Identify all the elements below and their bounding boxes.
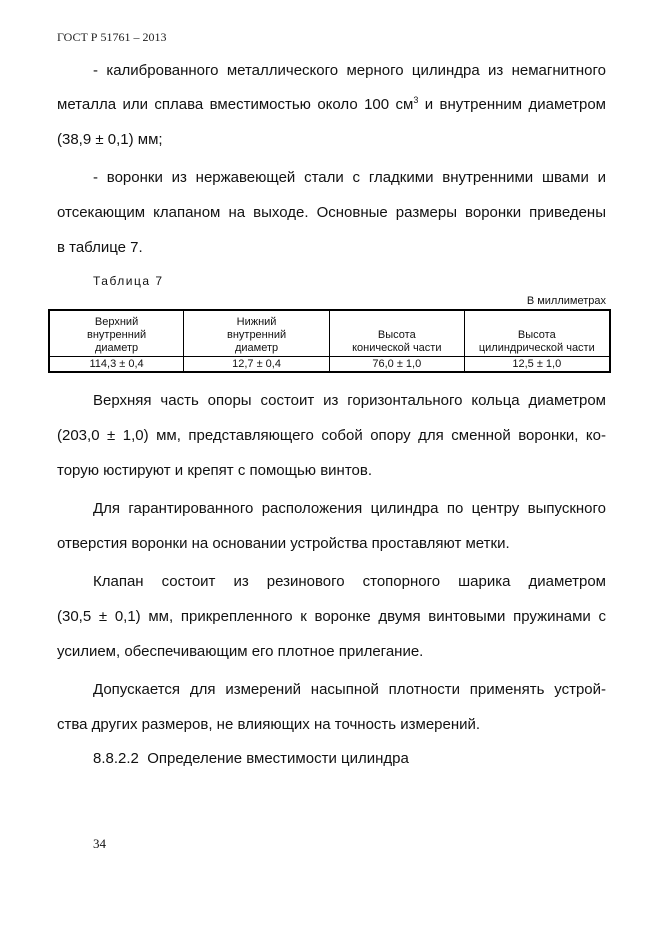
paragraph-line: в таблице 7. [57,239,143,256]
header-line: Высота [517,329,556,341]
document-header: ГОСТ Р 51761 – 2013 [57,30,167,44]
paragraph-line: (30,5 ± 0,1) мм, прикрепленного к воронке двумя винтовыми пружинами с [57,608,606,625]
header-line: цилиндрической части [478,342,595,354]
paragraph-line: ства других размеров, не влияющих на точность измерений. [57,716,481,733]
header-line: Высота [377,329,416,341]
table-caption: Таблица 7 [93,274,164,288]
header-line: диаметр [234,342,279,354]
header-line: Верхний [94,316,139,328]
column-header [49,310,184,357]
header-line: внутренний [226,329,287,341]
text-fragment: и внутренним диаметром [418,96,606,113]
header-line: диаметр [94,342,139,354]
header-line: Нижний [236,316,277,328]
table-cell: 12,5 ± 1,0 [464,357,610,373]
paragraph-line: Клапан состоит из резинового стопорного шарика диаметром [93,573,606,590]
paragraph-line: отверстия воронки на основании устройства проставляют метки. [57,535,510,552]
dimensions-table [48,309,611,373]
paragraph-line: Для гарантированного расположения цилиндра по центру выпускного [93,500,606,517]
section-heading: 8.8.2.2 Определение вместимости цилиндра [93,750,409,767]
table-cell: 12,7 ± 0,4 [184,357,330,373]
paragraph-line: - воронки из нержавеющей стали с гладкими внутренними швами и [93,169,606,186]
paragraph-line: (203,0 ± 1,0) мм, представляющего собой опору для сменной воронки, ко- [57,427,606,444]
column-header [184,310,330,357]
table-units: В миллиметрах [526,295,606,307]
header-line: внутренний [86,329,147,341]
paragraph-line: Верхняя часть опоры состоит из горизонтального кольца диаметром [93,392,606,409]
column-header [464,310,610,357]
paragraph-line: - калиброванного металлического мерного цилиндра из немагнитного [93,62,606,79]
header-line: конической части [352,342,442,354]
column-header [329,310,464,357]
superscript: 3 [413,95,419,105]
paragraph-line: отсекающим клапаном на выходе. Основные размеры воронки приведены [57,204,606,221]
paragraph-line: торую юстируют и крепят с помощью винтов. [57,462,373,479]
paragraph-line: усилием, обеспечивающим его плотное прилегание. [57,643,424,660]
paragraph-line: Допускается для измерений насыпной плотности применять устрой- [93,681,606,698]
paragraph-line [57,96,606,114]
paragraph-line: (38,9 ± 0,1) мм; [57,131,163,148]
table-row [49,357,610,373]
table-cell: 76,0 ± 1,0 [329,357,464,373]
page-number: 34 [93,836,106,851]
table-cell: 114,3 ± 0,4 [49,357,184,373]
table-header-row [49,310,610,357]
text-fragment: металла или сплава вместимостью около 100 см [57,96,414,113]
